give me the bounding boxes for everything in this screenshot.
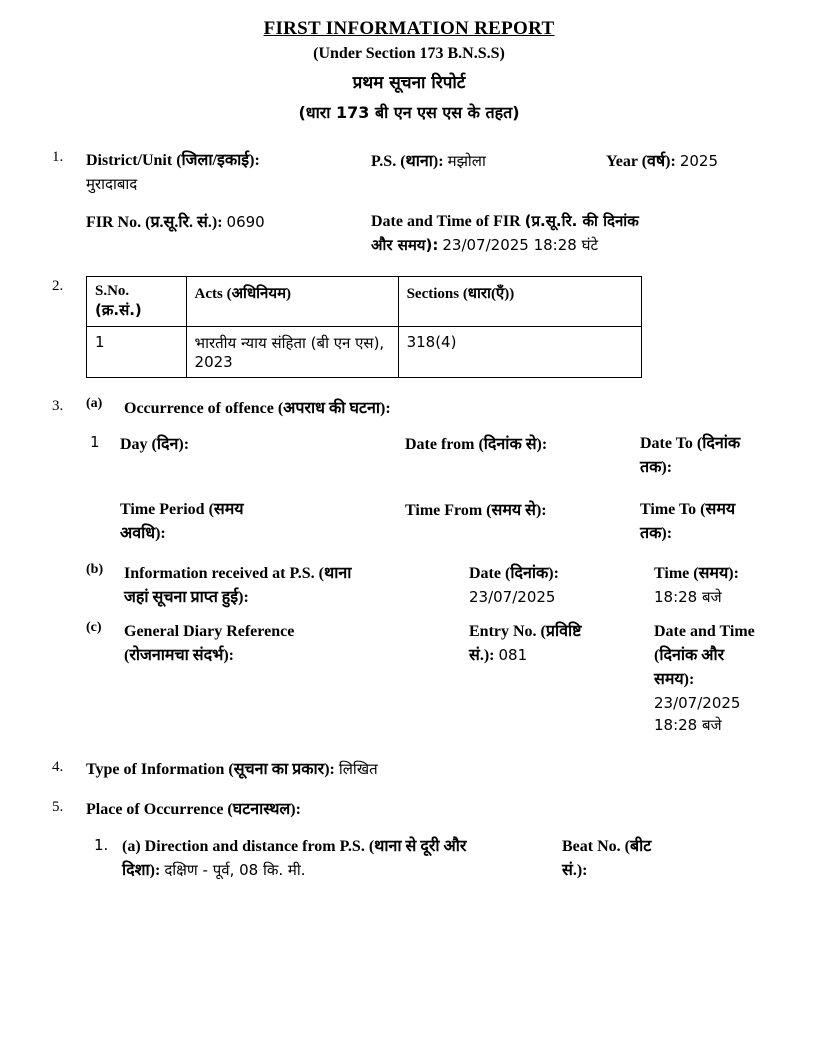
- time-to-label-2: तक):: [640, 524, 673, 542]
- section-occurrence: [0, 396, 818, 737]
- page-title-hindi: प्रथम सूचना रिपोर्ट: [352, 73, 466, 93]
- col-header-acts: Acts (अधिनियम): [186, 276, 398, 326]
- info-date-value: 23/07/2025: [469, 587, 556, 606]
- district-label: District/Unit (जिला/इकाई):: [86, 152, 260, 169]
- info-date-label: Date (दिनांक):: [469, 564, 559, 582]
- occurrence-title: Occurrence of offence (अपराध की घटना):: [124, 399, 391, 417]
- page-title: FIRST INFORMATION REPORT: [263, 18, 555, 39]
- fir-no-label: FIR No. (प्र.सू.रि. सं.):: [86, 213, 223, 231]
- section-5-number: 5.: [52, 798, 64, 815]
- occurrence-detail-block: [86, 432, 760, 546]
- cell-section: 318(4): [398, 326, 641, 377]
- sub-label-a: (a): [86, 395, 103, 411]
- col-header-sno-en: S.No.: [95, 282, 130, 299]
- place-of-occurrence-label: Place of Occurrence (घटनास्थल):: [86, 800, 301, 818]
- year-label: Year (वर्ष):: [606, 153, 676, 170]
- cell-sno: 1: [87, 326, 187, 377]
- occurrence-index: 1: [90, 432, 100, 451]
- gd-datetime-label-1: Date and Time: [654, 622, 755, 640]
- section-4-number: 4.: [52, 758, 64, 775]
- gd-ref-label-1: General Diary Reference: [124, 622, 295, 640]
- date-from-label: Date from (दिनांक से):: [405, 435, 548, 453]
- beat-no-label-1: Beat No. (बीट: [562, 837, 652, 855]
- sub-label-b: (b): [86, 561, 104, 577]
- ps-value: मझोला: [447, 152, 486, 170]
- section-district-unit: [0, 149, 818, 258]
- fir-datetime-label-hi-2: और समय):: [371, 235, 439, 254]
- cell-act: भारतीय न्याय संहिता (बी एन एस), 2023: [186, 326, 398, 377]
- sub-label-c: (c): [86, 619, 102, 635]
- fir-datetime-label-hi-1: (प्र.सू.रि. की दिनांक: [524, 211, 639, 230]
- year-value: 2025: [679, 152, 719, 170]
- section-type-of-information: [0, 757, 818, 779]
- document-header: [0, 18, 818, 123]
- section-place-of-occurrence: [0, 797, 818, 883]
- beat-no-label-2: सं.):: [562, 861, 588, 879]
- col-header-sno-hi: (क्र.सं.): [95, 300, 142, 319]
- gd-entry-value: 081: [498, 645, 528, 664]
- gd-entry-label-2: सं.):: [469, 646, 495, 664]
- type-of-information-value: लिखित: [338, 759, 378, 778]
- acts-sections-table: [86, 276, 642, 378]
- day-label: Day (दिन):: [120, 435, 190, 453]
- district-value: मुरादाबाद: [86, 175, 138, 193]
- section-acts-sections: [0, 276, 818, 378]
- time-from-label: Time From (समय से):: [405, 501, 547, 519]
- fir-document-page: [0, 18, 818, 1042]
- time-period-label-1: Time Period (समय: [120, 500, 244, 518]
- section-2-number: 2.: [52, 277, 64, 294]
- table-row: [87, 326, 642, 377]
- gd-datetime-value-date: 23/07/2025: [654, 693, 741, 712]
- col-header-sno: [87, 276, 187, 326]
- info-received-label-1: Information received at P.S. (थाना: [124, 564, 352, 582]
- page-subtitle-hindi: (धारा 173 बी एन एस एस के तहत): [298, 103, 520, 122]
- place-detail-block: [86, 835, 760, 883]
- type-of-information-label: Type of Information (सूचना का प्रकार):: [86, 760, 335, 778]
- col-header-sections: Sections (धारा(एँ)): [398, 276, 641, 326]
- date-to-label-1: Date To (दिनांक: [640, 434, 741, 452]
- subsection-occurrence-of-offence: [86, 396, 760, 418]
- place-index: 1.: [94, 835, 109, 854]
- subsection-general-diary: [86, 620, 760, 737]
- subsection-info-received: [86, 562, 760, 610]
- gd-datetime-value-time: 18:28 बजे: [654, 716, 722, 734]
- direction-distance-label-2: दिशा):: [122, 861, 161, 879]
- fir-datetime-value: 23/07/2025 18:28 घंटे: [442, 235, 599, 254]
- info-received-label-2: जहां सूचना प्राप्त हुई):: [124, 588, 249, 606]
- gd-entry-label-1: Entry No. (प्रविष्टि: [469, 622, 582, 640]
- time-period-label-2: अवधि):: [120, 524, 166, 542]
- gd-datetime-label-2: (दिनांक और: [654, 646, 725, 664]
- direction-distance-label-1: (a) Direction and distance from P.S. (थाना से दूरी और: [122, 837, 467, 855]
- page-subtitle-en: (Under Section 173 B.N.S.S): [313, 45, 505, 62]
- gd-datetime-label-3: समय):: [654, 670, 695, 688]
- section-3-number: 3.: [52, 397, 64, 414]
- gd-ref-label-2: (रोजनामचा संदर्भ):: [124, 646, 235, 664]
- fir-no-value: 0690: [226, 212, 265, 231]
- fir-datetime-label-en: Date and Time of FIR: [371, 212, 521, 230]
- section-1-number: 1.: [52, 149, 64, 165]
- time-to-label-1: Time To (समय: [640, 500, 736, 518]
- info-time-value: 18:28 बजे: [654, 587, 722, 606]
- date-to-label-2: तक):: [640, 458, 673, 476]
- table-header-row: [87, 276, 642, 326]
- info-time-label: Time (समय):: [654, 564, 739, 582]
- direction-distance-value: दक्षिण - पूर्व, 08 कि. मी.: [164, 860, 306, 879]
- ps-label: P.S. (थाना):: [371, 153, 444, 170]
